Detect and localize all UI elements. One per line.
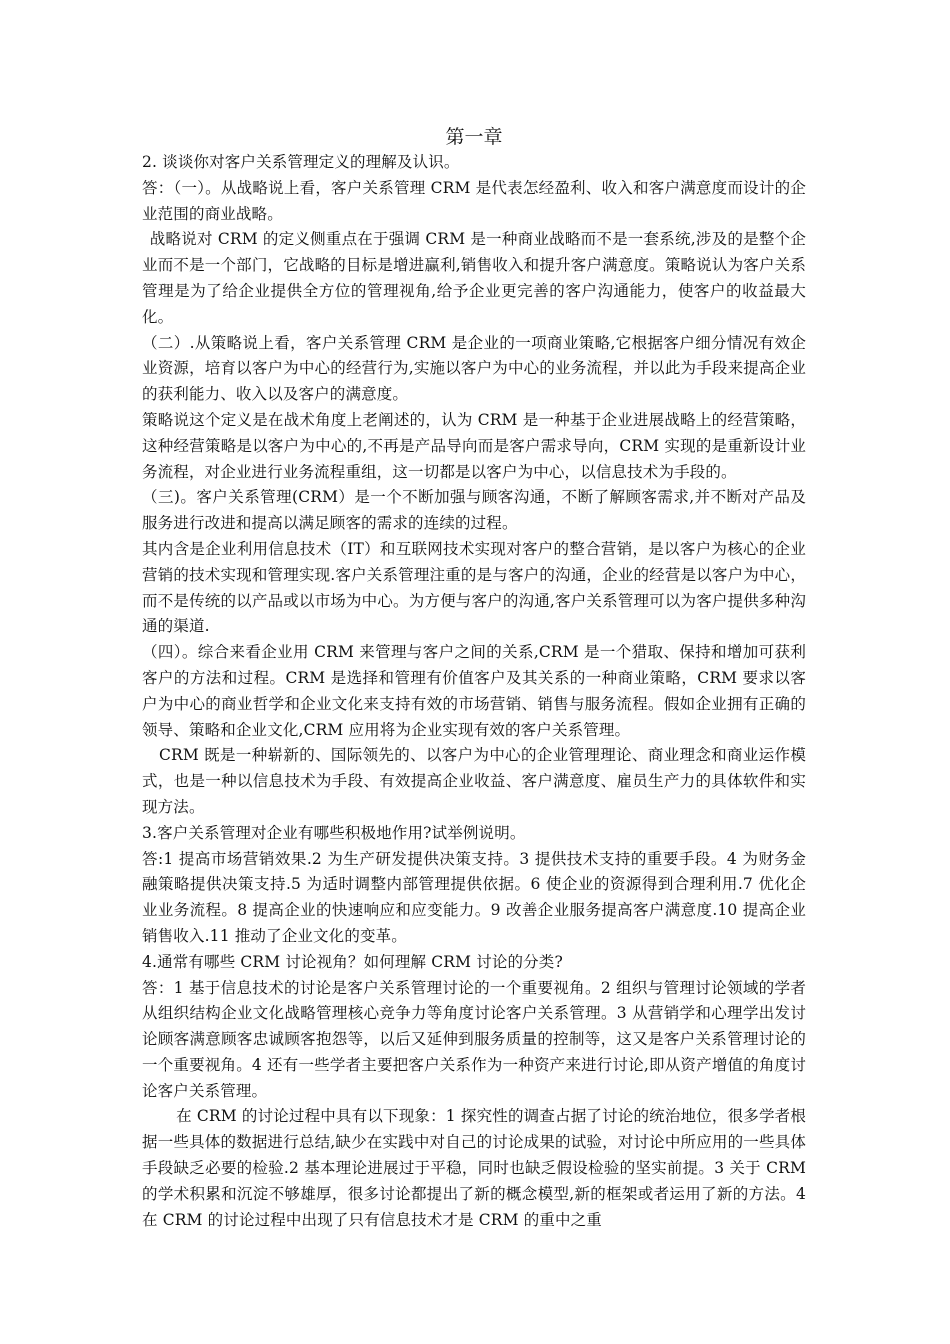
answer-2-part-2-detail: 策略说这个定义是在战术角度上老阐述的，认为 CRM 是一种基于企业进展战略上的经营策略，这种经营策略是以客户为中心的,不再是产品导向而是客户需求导向，CRM 实现的是重新设计业务流程，对企业进行业务流程重组，这一切都是以客户为中心，以信息技术为手段的。 [142, 410, 806, 481]
question-2: 2. 谈谈你对客户关系管理定义的理解及认识。 [142, 153, 460, 171]
answer-2-part-2: （二）.从策略说上看，客户关系管理 CRM 是企业的一项商业策略,它根据客户细分情况有效企业资源，培育以客户为中心的经营行为,实施以客户为中心的业务流程，并以此为手段来提高企业的获利能力、收入以及客户的满意度。 [142, 333, 806, 404]
question-4: 4.通常有哪些 CRM 讨论视角？如何理解 CRM 讨论的分类? [142, 952, 563, 971]
answer-2-part-3-detail: 其内含是企业利用信息技术（IT）和互联网技术实现对客户的整合营销，是以客户为核心的企业营销的技术实现和管理实现.客户关系管理注重的是与客户的沟通，企业的经营是以客户为中心，而不是传统的以产品或以市场为中心。为方便与客户的沟通,客户关系管理可以为客户提供多种沟通的渠道. [142, 539, 806, 636]
answer-2-part-3: （三)。客户关系管理(CRM）是一个不断加强与顾客沟通，不断了解顾客需求,并不断对产品及服务进行改进和提高以满足顾客的需求的连续的过程。 [142, 488, 806, 533]
answer-2-summary: CRM 既是一种崭新的、国际领先的、以客户为中心的企业管理理论、商业理念和商业运作模式，也是一种以信息技术为手段、有效提高企业收益、客户满意度、雇员生产力的具体软件和实现方法。 [142, 746, 806, 816]
answer-3: 答:1 提高市场营销效果.2 为生产研发提供决策支持。3 提供技术支持的重要手段。4 为财务金融策略提供决策支持.5 为适时调整内部管理提供依据。6 使企业的资源得到合理利用.7 优化企业业务流程。8 提高企业的快速响应和应变能力。9 改善企业服务提高客户满意度.10 提高企业销售收入.11 推动了企业文化的变革。 [142, 849, 806, 945]
document-page [142, 124, 806, 1233]
chapter-title: 第一章 [445, 126, 503, 148]
answer-2-part-4: （四）。综合来看企业用 CRM 来管理与客户之间的关系,CRM 是一个猎取、保持和增加可获利客户的方法和过程。CRM 是选择和管理有价值客户及其关系的一种商业策略，CRM 要求以客户为中心的商业哲学和企业文化来支持有效的市场营销、销售与服务流程。假如企业拥有正确的领导、策略和企业文化,CRM 应用将为企业实现有效的客户关系管理。 [142, 643, 806, 739]
answer-4: 答：1 基于信息技术的讨论是客户关系管理讨论的一个重要视角。2 组织与管理讨论领域的学者从组织结构企业文化战略管理核心竞争力等角度讨论客户关系管理。3 从营销学和心理学出发讨论顾客满意顾客忠诚顾客抱怨等，以后又延伸到服务质量的控制等，这又是客户关系管理讨论的一个重要视角。4 还有一些学者主要把客户关系作为一种资产来进行讨论,即从资产增值的角度讨论客户关系管理。 [142, 978, 806, 1100]
answer-2-part-1-detail: 战略说对 CRM 的定义侧重点在于强调 CRM 是一种商业战略而不是一套系统,涉及的是整个企业而不是一个部门，它战略的目标是增进赢利,销售收入和提升客户满意度。策略说认为客户关系管理是为了给企业提供全方位的管理视角,给予企业更完善的客户沟通能力，使客户的收益最大化。 [142, 230, 806, 326]
answer-4-phenomena: 在 CRM 的讨论过程中具有以下现象：1 探究性的调查占据了讨论的统治地位，很多学者根据一些具体的数据进行总结,缺少在实践中对自己的讨论成果的试验，对讨论中所应用的一些具体手段缺乏必要的检验.2 基本理论进展过于平稳，同时也缺乏假设检验的坚实前提。3 关于 CRM 的学术积累和沉淀不够雄厚，很多讨论都提出了新的概念模型,新的框架或者运用了新的方法。4 在 CRM 的讨论过程中出现了只有信息技术才是 CRM 的重中之重 [142, 1107, 806, 1229]
answer-2-part-1: 答：（一）。从战略说上看，客户关系管理 CRM 是代表怎经盈利、收入和客户满意度而设计的企业范围的商业战略。 [142, 178, 806, 223]
question-3: 3.客户关系管理对企业有哪些积极地作用?试举例说明。 [142, 823, 526, 842]
